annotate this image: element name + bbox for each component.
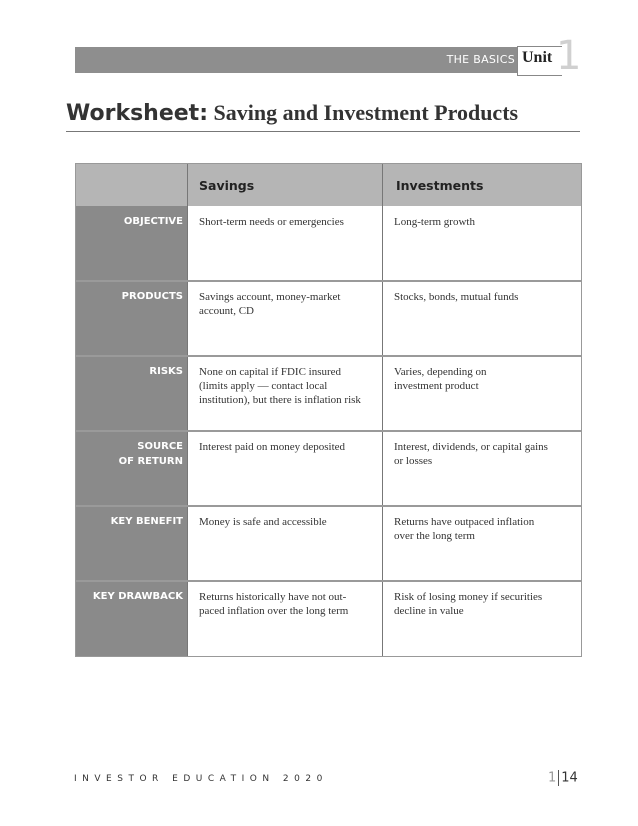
unit-number: 1 xyxy=(556,33,582,79)
cell-line: Long-term growth xyxy=(394,216,475,228)
cell-line: decline in value xyxy=(394,605,464,617)
table-cell-investments xyxy=(394,515,534,543)
cell-line: None on capital if FDIC insured xyxy=(199,366,342,378)
table-cell-investments xyxy=(394,590,542,618)
table-cell-savings xyxy=(199,365,361,407)
column-divider xyxy=(187,164,188,656)
cell-line: Interest, dividends, or capital gains xyxy=(394,441,548,453)
title-text: Saving and Investment Products xyxy=(213,100,519,125)
cell-line: Interest paid on money deposited xyxy=(199,441,346,453)
row-label-line: PRODUCTS xyxy=(121,291,183,302)
cell-line: Money is safe and accessible xyxy=(199,516,327,528)
row-label-line: KEY DRAWBACK xyxy=(92,591,183,602)
page-title xyxy=(66,100,518,126)
row-divider xyxy=(76,355,581,357)
row-label xyxy=(76,589,183,604)
section-label: THE BASICS xyxy=(446,53,515,66)
page-separator xyxy=(558,770,559,786)
unit-label: Unit xyxy=(522,49,553,66)
cell-line: account, CD xyxy=(199,305,254,317)
table-cell-savings xyxy=(199,515,327,529)
footer-text: INVESTOR EDUCATION 2020 xyxy=(74,774,328,784)
row-divider xyxy=(76,505,581,507)
row-label-line: OF RETURN xyxy=(118,456,183,467)
cell-line: paced inflation over the long term xyxy=(199,605,349,617)
row-divider xyxy=(76,280,581,282)
page-number-value: 14 xyxy=(561,770,578,786)
table-cell-savings xyxy=(199,290,340,318)
column-header-investments: Investments xyxy=(396,178,484,193)
cell-line: Returns have outpaced inflation xyxy=(394,516,535,528)
cell-line: Varies, depending on xyxy=(394,366,487,378)
row-label-line: KEY BENEFIT xyxy=(110,516,183,527)
row-label-line: OBJECTIVE xyxy=(123,216,183,227)
row-divider xyxy=(76,430,581,432)
worksheet-table xyxy=(75,163,582,657)
row-label xyxy=(76,514,183,529)
cell-line: Savings account, money-market xyxy=(199,291,341,303)
cell-line: investment product xyxy=(394,380,479,392)
cell-line: Returns historically have not out- xyxy=(199,591,347,603)
title-divider xyxy=(66,131,580,132)
cell-line: over the long term xyxy=(394,530,475,542)
cell-line: or losses xyxy=(394,455,433,467)
table-cell-investments xyxy=(394,440,548,468)
row-label-line: SOURCE xyxy=(137,441,183,452)
table-cell-investments xyxy=(394,365,487,393)
table-header xyxy=(76,164,581,206)
row-label xyxy=(76,214,183,229)
section-number: 1 xyxy=(548,770,557,786)
table-cell-savings xyxy=(199,440,345,454)
page-number xyxy=(548,770,578,786)
row-divider xyxy=(76,580,581,582)
table-cell-savings xyxy=(199,215,344,229)
cell-line: institution), but there is inflation risk xyxy=(199,394,361,406)
cell-line: (limits apply — contact local xyxy=(199,380,328,392)
table-cell-savings xyxy=(199,590,348,618)
row-label xyxy=(76,289,183,304)
table-cell-investments xyxy=(394,215,475,229)
row-label xyxy=(76,439,183,469)
table-cell-investments xyxy=(394,290,518,304)
title-prefix: Worksheet: xyxy=(66,101,208,126)
row-label xyxy=(76,364,183,379)
row-label-line: RISKS xyxy=(149,366,183,377)
cell-line: Risk of losing money if securities xyxy=(394,591,543,603)
column-divider xyxy=(382,164,383,656)
column-header-savings: Savings xyxy=(199,178,255,193)
cell-line: Short-term needs or emergencies xyxy=(199,216,344,228)
cell-line: Stocks, bonds, mutual funds xyxy=(394,291,519,303)
